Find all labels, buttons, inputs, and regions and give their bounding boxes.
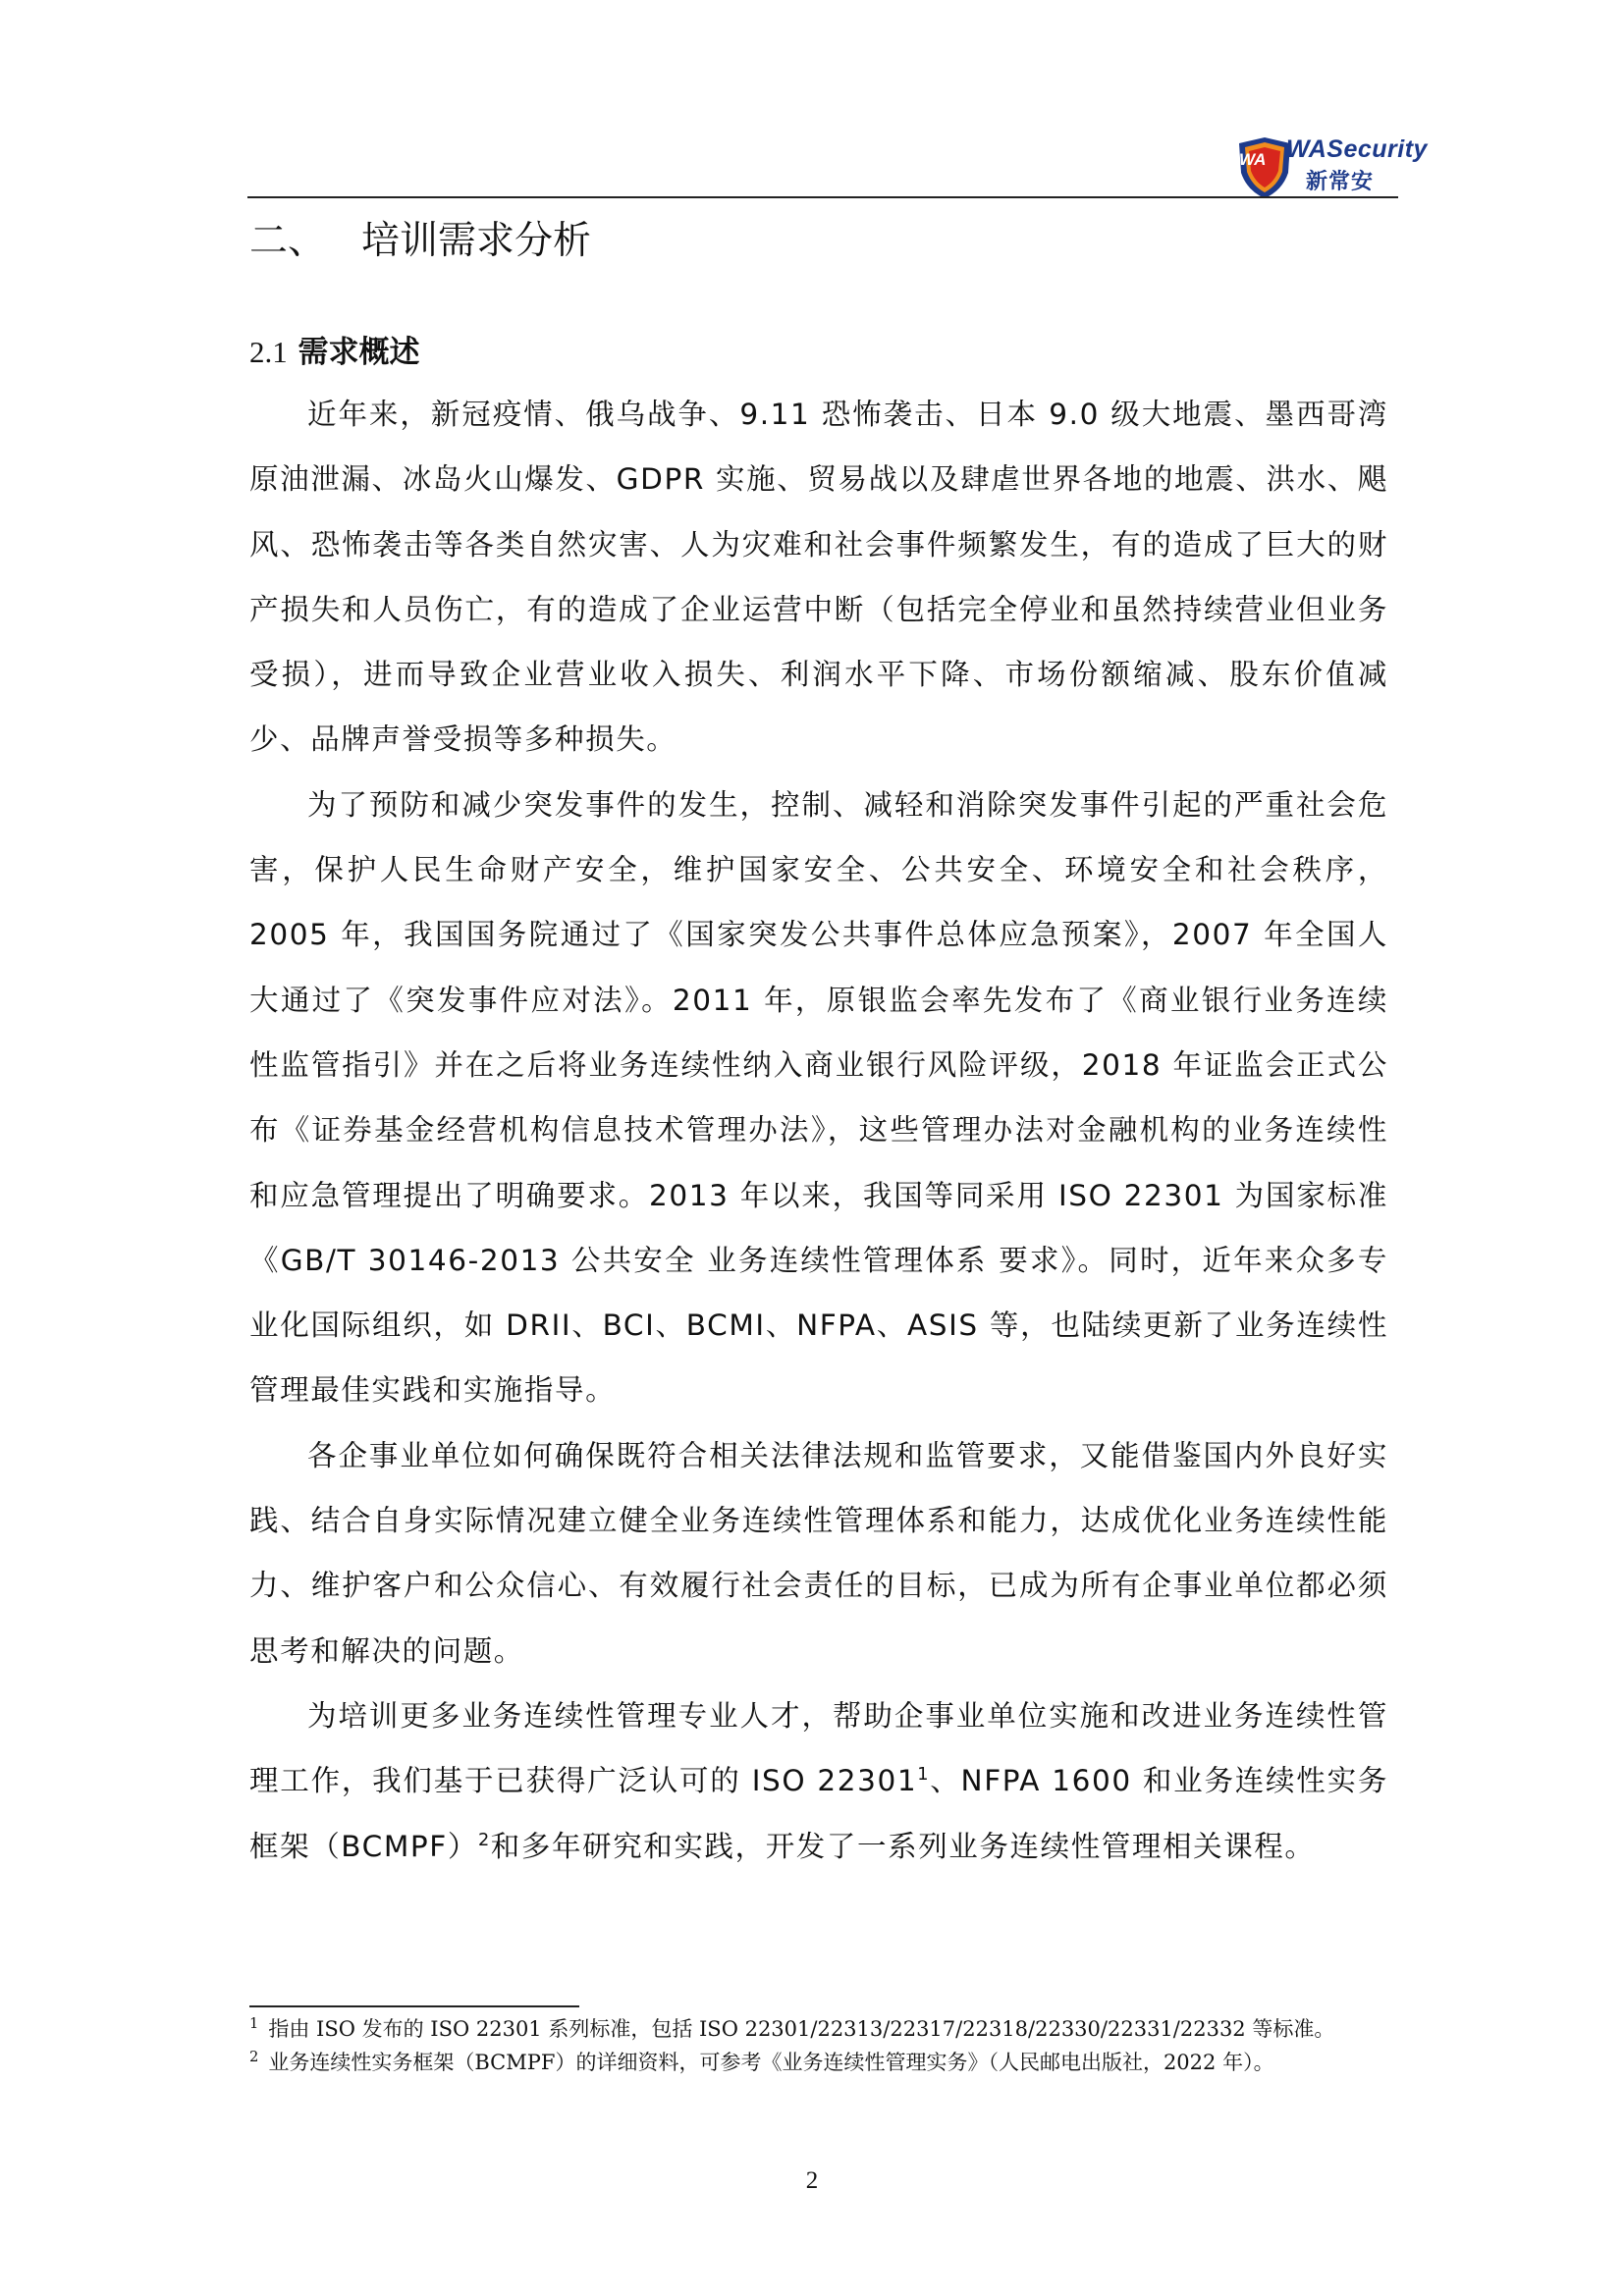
body-text: [249, 382, 1388, 1879]
paragraph-1: 近年来，新冠疫情、俄乌战争、9.11 恐怖袭击、日本 9.0 级大地震、墨西哥湾原油泄漏、冰岛火山爆发、GDPR 实施、贸易战以及肆虐世界各地的地震、洪水、飓风、恐怖袭击等各类自然灾害、人为灾难和社会事件频繁发生，有的造成了巨大的财产损失和人员伤亡，有的造成了企业运营中断（包括完全停业和虽然持续营业但业务受损），进而导致企业营业收入损失、利润水平下降、市场份额缩减、股东价值减少、品牌声誉受损等多种损失。: [249, 398, 1388, 757]
paragraph-4-part-2: 、NFPA 1600 和业务连续性实务框架（BCMPF）: [249, 1764, 1388, 1863]
footnote-text-1: 指由 ISO 发布的 ISO 22301 系列标准，包括 ISO 22301/22313/22317/22318/22330/22331/22332 等标准。: [268, 2017, 1335, 2041]
footnote-ref-2[interactable]: 2: [477, 1830, 491, 1850]
logo-wordmark: WASecurity: [1286, 135, 1428, 163]
footnote-mark-1: 1: [249, 2015, 259, 2032]
chapter-heading: [249, 214, 591, 269]
paragraph-4: [249, 1683, 1388, 1879]
paragraph-2: 为了预防和减少突发事件的发生，控制、减轻和消除突发事件引起的严重社会危害，保护人民生命财产安全，维护国家安全、公共安全、环境安全和社会秩序，2005 年，我国国务院通过了《国家突发公共事件总体应急预案》，2007 年全国人大通过了《突发事件应对法》。2011 年，原银监会率先发布了《商业银行业务连续性监管指引》并在之后将业务连续性纳入商业银行风险评级，2018 年证监会正式公布《证券基金经营机构信息技术管理办法》，这些管理办法对金融机构的业务连续性和应急管理提出了明确要求。2013 年以来，我国等同采用 ISO 22301 为国家标准《GB/T 30146-2013 公共安全 业务连续性管理体系 要求》。同时，近年来众多专业化国际组织，如 DRII、BCI、BCMI、NFPA、ASIS 等，也陆续更新了业务连续性管理最佳实践和实施指导。: [249, 787, 1388, 1408]
chapter-title: 培训需求分析: [361, 219, 592, 263]
footnote-mark-2: 2: [249, 2049, 259, 2065]
section-heading: [249, 328, 420, 377]
footnote-2: [249, 2048, 1388, 2077]
footnote-ref-1[interactable]: 1: [917, 1765, 931, 1786]
footnote-1: [249, 2014, 1388, 2044]
footnote-divider: [249, 2005, 579, 2007]
chapter-number: 二、: [249, 219, 327, 263]
page-number: 2: [805, 2167, 819, 2194]
paragraph-4-part-1: 为培训更多业务连续性管理专业人才，帮助企事业单位实施和改进业务连续性管理工作，我们基于已获得广泛认可的 ISO 22301: [249, 1698, 1388, 1798]
header-divider: [247, 196, 1398, 198]
section-title: 需求概述: [298, 335, 420, 370]
paragraph-4-part-3: 和多年研究和实践，开发了一系列业务连续性管理相关课程。: [490, 1829, 1316, 1863]
footnote-text-2: 业务连续性实务框架（BCMPF）的详细资料，可参考《业务连续性管理实务》（人民邮电出版社，2022 年）。: [268, 2051, 1274, 2074]
paragraph-3: 各企事业单位如何确保既符合相关法律法规和监管要求，又能借鉴国内外良好实践、结合自身实际情况建立健全业务连续性管理体系和能力，达成优化业务连续性能力、维护客户和公众信心、有效履行社会责任的目标，已成为所有企事业单位都必须思考和解决的问题。: [249, 1438, 1388, 1668]
section-number: 2.1: [249, 335, 288, 369]
footnotes: [249, 2014, 1388, 2081]
logo-chinese-name: 新常安: [1306, 170, 1375, 194]
brand-logo: [1233, 135, 1428, 200]
svg-text:WA: WA: [1239, 150, 1267, 169]
